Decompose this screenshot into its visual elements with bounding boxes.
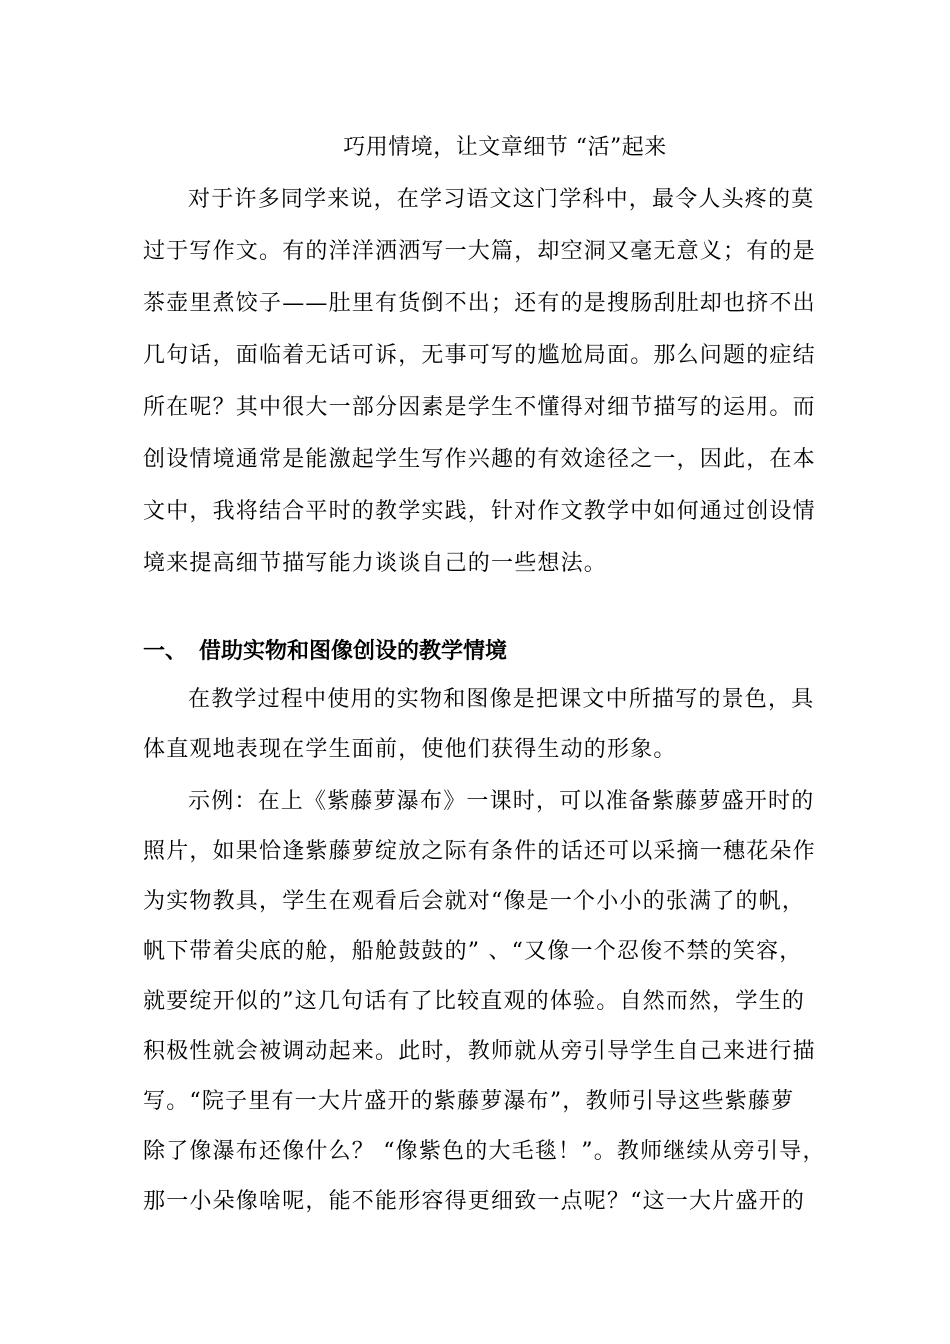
intro-line-5: 所在呢？其中很大一部分因素是学生不懂得对细节描写的运用。而 <box>143 395 816 420</box>
document-title: 巧用情境，让文章细节 “活”起来 <box>343 135 667 160</box>
section-para1-line-1: 在教学过程中使用的实物和图像是把课文中所描写的景色，具 <box>188 687 815 712</box>
section-para2-line-7: 写。“院子里有一大片盛开的紫藤萝瀑布”，教师引导这些紫藤萝 <box>143 1089 795 1114</box>
intro-line-2: 过于写作文。有的洋洋洒洒写一大篇，却空洞又毫无意义；有的是 <box>143 239 816 264</box>
intro-line-6: 创设情境通常是能激起学生写作兴趣的有效途径之一，因此，在本 <box>143 447 816 472</box>
section-para2-line-4: 帆下带着尖底的舱，船舱鼓鼓的” 、“又像一个忍俊不禁的笑容， <box>143 939 803 964</box>
section-para2-line-5: 就要绽开似的”这几句话有了比较直观的体验。自然而然，学生的 <box>143 989 806 1014</box>
intro-line-3: 茶壶里煮饺子——肚里有货倒不出；还有的是搜肠刮肚却也挤不出 <box>143 291 816 316</box>
section-para2-line-1: 示例：在上《紫藤萝瀑布》一课时，可以准备紫藤萝盛开时的 <box>188 789 815 814</box>
section-number: 一、 <box>143 639 188 664</box>
intro-line-1: 对于许多同学来说，在学习语文这门学科中，最令人头疼的莫 <box>188 187 815 212</box>
intro-line-7: 文中，我将结合平时的教学实践，针对作文教学中如何通过创设情 <box>143 499 816 524</box>
section-para2-line-8: 除了像瀑布还像什么？ “像紫色的大毛毯！”。教师继续从旁引导， <box>143 1139 826 1164</box>
intro-line-8: 境来提高细节描写能力谈谈自己的一些想法。 <box>143 551 608 576</box>
intro-line-4: 几句话，面临着无话可诉，无事可写的尴尬局面。那么问题的症结 <box>143 343 816 368</box>
section-heading <box>143 637 507 667</box>
section-heading-text: 借助实物和图像创设的教学情境 <box>199 639 508 664</box>
section-para2-line-2: 照片，如果恰逢紫藤萝绽放之际有条件的话还可以采摘一穗花朵作 <box>143 839 816 864</box>
section-para2-line-9: 那一小朵像啥呢，能不能形容得更细致一点呢？“这一大片盛开的 <box>143 1189 806 1214</box>
section-para1-line-2: 体直观地表现在学生面前，使他们获得生动的形象。 <box>143 737 677 762</box>
section-para2-line-6: 积极性就会被调动起来。此时，教师就从旁引导学生自己来进行描 <box>143 1039 816 1064</box>
section-para2-line-3: 为实物教具，学生在观看后会就对“像是一个小小的张满了的帆， <box>143 889 806 914</box>
